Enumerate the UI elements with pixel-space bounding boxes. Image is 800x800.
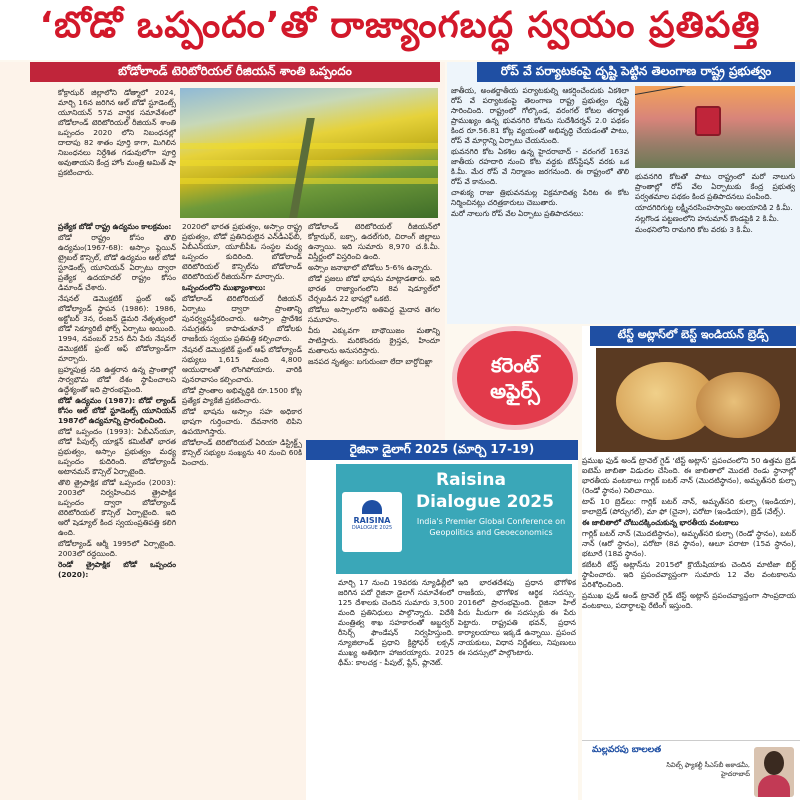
bodo-c3c: బోడో ప్రజలు బోడో భాషను మాట్లాడతారు. ఇది భారత రాజ్యాంగంలోని 8వ షెడ్యూల్‌లో చేర్చబడిన 22 భాషల్లో ఒకటి. xyxy=(308,274,440,303)
ropeway-p6: నల్లగొండ పట్టణంలోని హనుమాన్ కొండపైకి 2 కి.మీ. xyxy=(635,214,779,223)
bodo-c3e: వీరు ఎక్కువగా బాథౌయిజం మతాన్ని పాటిస్తారు. మరికొందరు క్రైస్తవ, హిందూ మతాలను అనుసరిస్తారు. xyxy=(308,326,440,355)
bodo-c3d: బోడోలు అస్సాంలోని అతిపెద్ద మైదాన తెగల సమూహం. xyxy=(308,305,440,324)
ropeway-p8: మరో నాలుగు రోప్ వేల ఏర్పాటు ప్రతిపాదనలు: xyxy=(451,209,584,218)
farm-field-photo xyxy=(180,88,438,218)
bodo-sub3: బోడో ఒప్పందం (1993): ఏబీఎస్‌యూ, బోడో పీపుల్స్ యాక్షన్ కమిటీతో భారత ప్రభుత్వం, అస్సాం ప్రభుత్వం మధ్య ఒప్పందం కుదిరింది. బోడోల్యాండ్ అటానమస్ కౌన్సిల్ ఏర్పాటైంది. xyxy=(58,427,176,476)
ropeway-section xyxy=(447,62,800,324)
breads-p3: గార్లిక్ బటర్ నాన్ (మొదటిస్థానం), అమృత్‌సరి కుల్చా (రెండో స్థానం), బటర్ నాన్ (ఆరో స్థానం), పరోటా (8వ స్థానం), ఆలూ పరాటా (15వ స్థానం), భటూరే (18వ స్థానం). xyxy=(582,529,796,558)
raisina-logo-sub: DIALOGUE 2025 xyxy=(351,525,393,531)
bodo-sub4: తొలి త్రైపాక్షిక బోడో ఒప్పందం (2003): 2003లో నిర్వహించిన త్రైపాక్షిక ఒప్పందం ద్వారా బోడోల్యాండ్ టెరిటోరియల్ కౌన్సిల్ ఏర్పాటైంది. ఇది ఆరో షెడ్యూల్ కింద స్వయంప్రతిపత్తి కలిగి ఉంది. xyxy=(58,478,176,537)
ropeway-photo xyxy=(635,86,795,168)
bodo-c3a: బోడోలాండ్ టెరిటోరియల్ రీజియన్‌లో కోక్రాఝర్, బక్సా, ఉదల్‌గురి, చిరాంగ్ జిల్లాలు ఉన్నాయి. ఇది సుమారు 8,970 చ.కి.మీ. విస్తీర్ణంలో విస్తరించి ఉంది. xyxy=(308,222,440,261)
raisina-banner xyxy=(336,464,572,574)
bodo-intro-column xyxy=(58,88,176,218)
bodo-c2e: బోడో భాషను అస్సాం సహ అధికార భాషగా గుర్తించారు. దేవనాగరి లిపిని ఉపయోగిస్తారు. xyxy=(182,407,302,436)
ropeway-p1: జాతీయ, అంతర్జాతీయ పర్యాటకుల్ని ఆకర్షించేందుకు ఏకశిలా రోప్ వే పర్యాటకంపై తెలంగాణ రాష్ట్ర ప్రభుత్వం దృష్టి సారించింది. రాష్ట్రంలో గోల్కొండ, వరంగల్ కోటల తర్వాత ప్రాముఖ్యం ఉన్న భువనగిరి కోటను సుదేశీదర్శన్ 2.0 పథకం కింద రూ.56.81 కోట్ల వ్యయంతో అభివృద్ధి చేయడంతో పాటు, రోప్ వే మార్గాన్ని ఏర్పాటు చేయనుంది. xyxy=(451,86,629,145)
bodo-p1: బోడో రాష్ట్రం కోసం తొలి ఉద్యమం(1967-68): అస్సాం ప్లెయిన్ ట్రైబల్ కౌన్సిల్, బోడో ఉద్యమం ఆల్ బోడో స్టూడెంట్స్ యూనియన్ ఏర్పాటు ద్వారా ప్రత్యేక ఉదయాచల్ రాష్ట్రం కోసం డిమాండ్ చేశారు. xyxy=(58,233,176,292)
author-name: మల్లవరపు బాలలత xyxy=(592,745,662,755)
ropeway-p2: భువనగిరి కోట ఏకశిల ఉన్న హైదరాబాద్ - వరంగల్ 163వ జాతీయ రహదారి నుంచి కోట వద్దకు బేస్‌స్టేషన్ వరకు ఒక కి.మీ. మేర రోప్ వే నిర్మాణం జరగనుంది. ఈ రాష్ట్రంలో తొలి రోప్ వే కానుంది. xyxy=(451,147,629,186)
ropeway-column-2 xyxy=(635,172,795,322)
bodo-c2sub: ఒప్పందంలోని ముఖ్యాంశాలు: xyxy=(182,283,266,292)
ropeway-p3: చాళుక్య రాజు త్రిభువనమల్ల విక్రమాదిత్య పేరిట ఈ కోట నిర్మించినట్లు చరిత్రకారులు చెబుతారు. xyxy=(451,188,629,207)
raisina-c1: మార్చి 17 నుంచి 19వరకు న్యూఢిల్లీలో జరిగిన పదో రైజినా డైలాగ్ సమావేశంలో 125 దేశాలకు చెందిన సుమారు 3,500 మంది ప్రతినిధులు పాల్గొన్నారు. విదేశీ మంత్రిత్వ శాఖ సహకారంతో అబ్జర్వర్ రీసెర్చ్ ఫౌండేషన్ నిర్వహిస్తుంది. న్యూజిలాండ్ ప్రధాని క్రిస్టోఫర్ లక్సన్ ముఖ్య అతిథిగా హాజరయ్యారు. 2025 థీమ్: కాలచక్ర - పీపుల్, ప్లేస్, ప్లానెట్. xyxy=(338,578,454,667)
badge-line2: అఫైర్స్ xyxy=(490,379,540,403)
bodo-column-1 xyxy=(58,222,176,797)
bodo-c3f: జనపద నృత్యం: బగురుంబా లేదా బార్దోచిఖ్లా xyxy=(308,357,433,366)
raisina-c2: ఇది భారతదేశపు ప్రధాన భౌగోళిక రాజకీయ, భౌగోళిక ఆర్థిక సదస్సు. 2016లో ప్రారంభమైంది. రైజినా హిల్ పేరు మీదుగా ఈ సదస్సుకు ఈ పేరు పెట్టారు. రాష్ట్రపతి భవన్, ప్రధాన కార్యాలయాలు ఇక్కడే ఉన్నాయి. ప్రపంచ నాయకులు, విధాన నిర్ణేతలు, నిపుణులు ఈ సదస్సులో పాల్గొంటారు. xyxy=(458,578,576,657)
breads-p5: ప్రముఖ ఫుడ్ అండ్ ట్రావెల్ గైడ్ టేస్ట్ అట్లాస్ ప్రపంచవ్యాప్తంగా సాంప్రదాయ వంటకాలు, పదార్థాలపై రేటింగ్ ఇస్తుంది. xyxy=(582,591,796,610)
bodo-c3b: అస్సాం జనాభాలో బోడోలు 5-6% ఉన్నారు. xyxy=(308,263,433,272)
author-box xyxy=(582,740,800,800)
bodo-c2d: బోడో ప్రాంతాల అభివృద్ధికి రూ.1500 కోట్ల ప్రత్యేక ప్యాకేజీ ప్రకటించారు. xyxy=(182,386,302,405)
author-desc: సివిల్స్ ఫ్యాకల్టీ సీఎస్‌బీ అకాడమీ, హైదరాబాద్ xyxy=(666,761,750,778)
breads-sub1: ఈ జాబితాలో చోటుదక్కించుకున్న భారతీయ వంటకాలు xyxy=(582,518,739,527)
breads-band: టేస్ట్ అట్లాస్‌లో బెస్ట్ ఇండియన్ బ్రెడ్స్ xyxy=(590,326,796,346)
bodo-p2: నేషనల్ డెమొక్రటిక్ ఫ్రంట్ ఆఫ్ బోడోల్యాండ్ స్థాపన (1986): 1986, అక్టోబర్ 3న, రంజన్ డైమరి నేతృత్వంలో బోడో సెక్యూరిటీ ఫోర్స్ ఏర్పాటు అయింది. 1994, నవంబర్ 25న దీని పేరు నేషనల్ డెమొక్రటిక్ ఫ్రంట్ ఆఫ్ బోడోల్యాండ్‌గా మార్చారు. xyxy=(58,294,176,363)
page-title: ‘బోడో ఒప్పందం’తో రాజ్యాంగబద్ధ స్వయం ప్రతిపత్తి xyxy=(0,0,800,60)
ropeway-p4: భువనగిరి కోటతో పాటు రాష్ట్రంలో మరో నాలుగు ప్రాంతాల్లో రోప్ వేల ఏర్పాటుకు కేంద్ర ప్రభుత్వ పర్వతమాల పథకం కింద ప్రతిపాదనలు పంపింది. xyxy=(635,172,795,201)
bodo-sub1: ప్రత్యేక బోడో రాష్ట్ర ఉద్యమం కాలక్రమం: xyxy=(58,222,172,231)
ropeway-band: రోప్ వే పర్యాటకంపై దృష్టి పెట్టిన తెలంగాణ రాష్ట్ర ప్రభుత్వం xyxy=(477,62,795,82)
bodo-sub5: రెండో త్రైపాక్షిక బోడో ఒప్పందం (2020): xyxy=(58,560,176,579)
bodo-p4: బోడోల్యాండ్ ఆర్మీ 1995లో ఏర్పాటైంది. 2003లో రద్దయింది. xyxy=(58,539,176,558)
bodo-sub2: బోడో ఉద్యమం (1987): బోడో ల్యాండ్ కోసం ఆల్ బోడో స్టూడెంట్స్ యూనియన్ 1987లో ఉద్యమాన్ని ప్రారంభించింది. xyxy=(58,396,176,425)
raisina-title2: Dialogue 2025 xyxy=(416,492,554,512)
raisina-logo-label: RAISINA xyxy=(353,516,391,525)
bodo-c2c: నేషనల్ డెమొక్రటిక్ ఫ్రంట్ ఆఫ్ బోడోల్యాండ్ సభ్యులు 1,615 మంది 4,800 ఆయుధాలతో లొంగిపోయారు. వారికి పునరావాసం కల్పించారు. xyxy=(182,345,302,384)
ropeway-column-1 xyxy=(451,86,629,322)
bodo-p3: బ్రహ్మపుత్ర నది ఉత్తరాన ఉన్న ప్రాంతాల్లో సార్వభౌమ బోడో దేశం స్థాపించాలని ఉద్దేశ్యంతో ఇది ప్రారంభమైంది. xyxy=(58,365,176,394)
raisina-band: రైజినా డైలాగ్ 2025 (మార్చి 17-19) xyxy=(306,440,578,460)
breads-p1: ప్రముఖ ఫుడ్ అండ్ ట్రావెల్ గైడ్ ‘టేస్ట్ అట్లాస్’ ప్రపంచంలోని 50 ఉత్తమ బ్రెడ్ ఐటెమ్ జాబితా విడుదల చేసింది. ఈ జాబితాలో మొదటి రెండు స్థానాల్లో భారతీయ వంటకాలు గార్లిక్ బటర్ నాన్ (మొదటిస్థానం), అమృత్‌సరి కుల్చా (రెండో స్థానం) నిలిచాయి. xyxy=(582,456,796,495)
ropeway-p7: మంథనిలోని రామగిరి కోట వరకు 3 కి.మీ. xyxy=(635,225,753,234)
raisina-column-2 xyxy=(458,578,576,798)
breads-text xyxy=(582,456,796,736)
raisina-subtitle: India's Premier Global Conference on Geopolitics and Geoeconomics xyxy=(416,517,566,537)
raisina-logo xyxy=(342,492,402,552)
current-affairs-badge xyxy=(452,326,578,430)
bodo-c2f: బోడోలాండ్ టెరిటోరియల్ ఏరియా డిస్ట్రిక్ట్స్ కౌన్సిల్ సభ్యుల సంఖ్యను 40 నుంచి 60కి పెంచారు. xyxy=(182,438,302,467)
bodo-intro: కోక్రాఝర్ జిల్లాలోని డోత్మాలో 2024, మార్చి 16న జరిగిన ఆల్ బోడో స్టూడెంట్స్ యూనియన్ 57వ వార్షిక సమావేశంలో బోడోలాండ్ టెరిటోరియల్ రీజియన్ శాంతి ఒప్పందం 2020 లోని నిబంధనల్లో దాదాపు 82 శాతం పూర్తి కాగా, మిగిలిన నిబంధనలు నిర్దేశిత గడువులోగా పూర్తి అవుతాయని కేంద్ర హోం మంత్రి అమిత్ షా ప్రకటించారు. xyxy=(58,88,176,177)
badge-line1: కరెంట్ xyxy=(491,353,539,377)
breads-p4: కబేటరీ టేస్ట్ అట్లాస్‌ను 2015లో క్రొయేషియాకు చెందిన మాటిజా బిర్ట్ స్థాపించారు. ఇది ప్రపంచవ్యాప్తంగా సుమారు 12 వేల వంటకాలను పరిశోధించింది. xyxy=(582,560,796,589)
bodo-c2a: 2020లో భారత ప్రభుత్వం, అస్సాం రాష్ట్ర ప్రభుత్వం, బోడో ప్రతినిధులైన ఎన్‌డీఎఫ్‌బీ, ఏబీఎస్‌యూ, యూబీపీఓ సంస్థల మధ్య ఒప్పందం కుదిరింది. బోడోలాండ్ టెరిటోరియల్ కౌన్సిల్‌ను బోడోలాండ్ టెరిటోరియల్ రీజియన్‌గా మార్చారు. xyxy=(182,222,302,281)
bodo-band: బోడోలాండ్ టెరిటోరియల్ రీజియన్ శాంతి ఒప్పందం xyxy=(30,62,440,82)
bread-photo xyxy=(596,348,796,452)
raisina-section xyxy=(306,440,578,800)
bodo-column-2 xyxy=(182,222,302,797)
avatar xyxy=(754,747,794,797)
ropeway-p5: యాదగిరిగుట్ట లక్ష్మీనరసింహస్వామి ఆలయానికి 2 కి.మీ. xyxy=(635,203,793,212)
breads-p2: టాప్ 10 బ్రెడ్‌లు: గార్లిక్ బటర్ నాన్, అమృత్‌సరి కుల్చా (ఇండియా), కాలాబ్రెడ్ (పోర్చుగల్), మా ఫో (చైనా), పరోటా (ఇండియా), బ్రెడ్ (వేల్స్). xyxy=(582,497,796,516)
bodo-c2b: బోడోలాండ్ టెరిటోరియల్ రీజియన్ ఏర్పాటు ద్వారా ప్రాంతాన్ని పునర్వ్యవస్థీకరించారు. అస్సాం ప్రాదేశిక సమగ్రతను కాపాడుతూనే బోడోలకు రాజకీయ స్వయం ప్రతిపత్తి కల్పించారు. xyxy=(182,294,302,343)
raisina-column-1 xyxy=(338,578,454,798)
raisina-title1: Raisina xyxy=(436,470,506,490)
